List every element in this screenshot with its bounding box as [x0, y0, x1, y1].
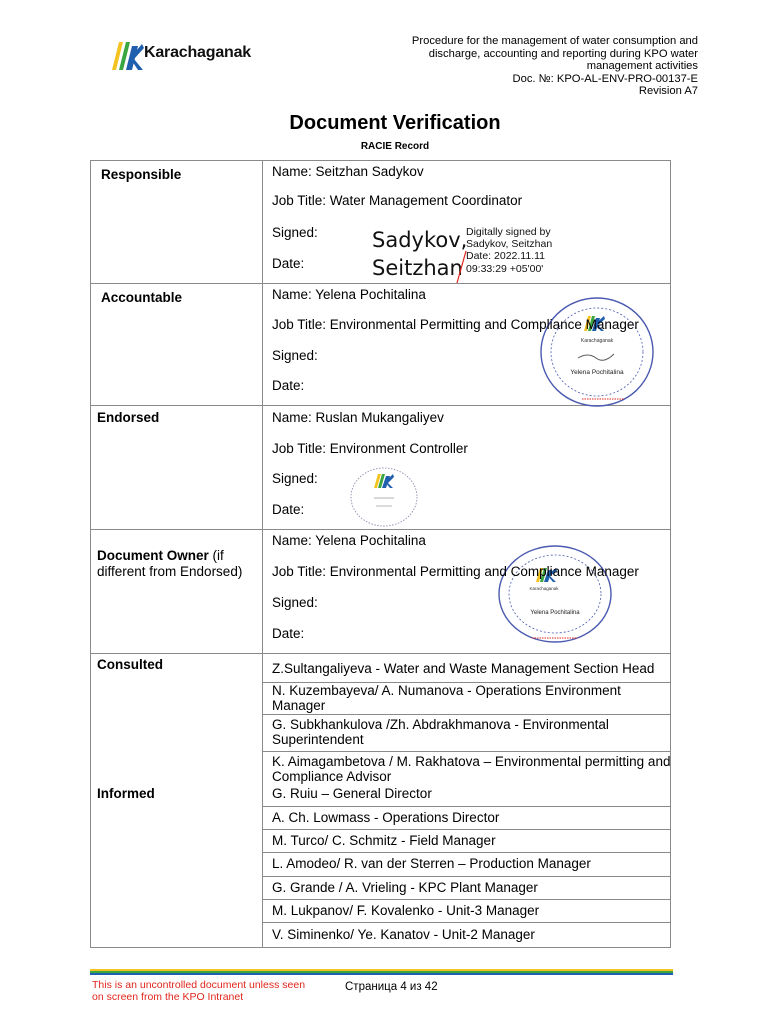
accountable-date-label: Date:	[272, 378, 305, 393]
cell-separator	[262, 714, 671, 715]
page-subtitle: RACIE Record	[360, 141, 430, 152]
doc-title-line: discharge, accounting and reporting during KPO water	[428, 47, 698, 60]
consulted-entry: K. Aimagambetova / M. Rakhatova – Environmental permitting and Compliance Advisor	[272, 754, 671, 784]
signature-line: Seitzhan	[372, 256, 463, 280]
consulted-entry: G. Subkhankulova /Zh. Abdrakhmanova - Environmental Superintendent	[272, 717, 609, 747]
company-logo	[110, 40, 260, 72]
digital-signature	[372, 226, 467, 282]
round-seal-stamp	[348, 466, 420, 528]
uncontrolled-document-notice: This is an uncontrolled document unless seen on screen from the KPO Intranet	[92, 979, 306, 1003]
accountable-job-title: Job Title: Environmental Permitting and Compliance Manager	[272, 317, 639, 332]
company-name: Karachaganak	[144, 44, 251, 61]
owner-job-title: Job Title: Environmental Permitting and Compliance Manager	[272, 564, 639, 579]
cell-separator	[262, 829, 671, 830]
accountable-name: Name: Yelena Pochitalina	[272, 287, 426, 302]
cell-separator	[262, 806, 671, 807]
round-seal-stamp	[496, 544, 614, 646]
page-number: Страница 4 из 42	[345, 981, 438, 993]
round-seal-stamp	[538, 296, 656, 410]
signature-details: Digitally signed by Sadykov, Seitzhan Date: 2022.11.11 09:33:29 +05'00'	[466, 226, 553, 275]
doc-revision: Revision A7	[638, 85, 698, 98]
responsible-date-label: Date:	[272, 256, 305, 271]
consulted-entry: Z.Sultangaliyeva - Water and Waste Management Section Head	[272, 661, 655, 676]
row-separator	[90, 529, 671, 530]
table-border-top	[90, 160, 671, 161]
cell-separator	[262, 899, 671, 900]
table-border-left	[90, 160, 91, 948]
responsible-job-title: Job Title: Water Management Coordinator	[272, 193, 523, 208]
row-separator	[90, 283, 671, 284]
cell-separator	[262, 876, 671, 877]
endorsed-signed-label: Signed:	[272, 471, 318, 486]
informed-entry: G. Grande / A. Vrieling - KPC Plant Manager	[272, 880, 538, 895]
signature-line: Sadykov,	[372, 228, 468, 252]
role-accountable: Accountable	[101, 290, 183, 305]
role-document-owner: Document Owner (if different from Endorsed)	[97, 548, 243, 579]
karachaganak-k-icon	[110, 40, 144, 72]
informed-entry: V. Siminenko/ Ye. Kanatov - Unit-2 Manager	[272, 927, 535, 942]
consulted-entry: N. Kuzembayeva/ A. Numanova - Operations Environment Manager	[272, 683, 621, 713]
document-header	[368, 35, 698, 98]
endorsed-date-label: Date:	[272, 502, 305, 517]
informed-entry: G. Ruiu – General Director	[272, 786, 432, 801]
role-consulted: Consulted	[97, 657, 163, 672]
doc-title-line: management activities	[586, 60, 698, 73]
doc-number: Doc. №: KPO-AL-ENV-PRO-00137-E	[512, 72, 698, 85]
accountable-signed-label: Signed:	[272, 348, 318, 363]
owner-signed-label: Signed:	[272, 595, 318, 610]
cell-separator	[262, 922, 671, 923]
owner-name: Name: Yelena Pochitalina	[272, 533, 426, 548]
informed-entry: M. Lukpanov/ F. Kovalenko - Unit-3 Manager	[272, 903, 540, 918]
endorsed-job-title: Job Title: Environment Controller	[272, 441, 468, 456]
stamp-signer-name: Yelena Pochitalina	[530, 610, 580, 616]
footer-color-bar	[90, 969, 673, 975]
role-informed: Informed	[97, 786, 155, 801]
doc-title-line: Procedure for the management of water consumption and	[411, 35, 698, 47]
cell-separator	[262, 852, 671, 853]
responsible-name: Name: Seitzhan Sadykov	[272, 164, 424, 179]
stamp-company: Karachaganak	[529, 586, 559, 591]
stamp-signer-name: Yelena Pochitalina	[570, 369, 624, 376]
role-responsible: Responsible	[101, 167, 182, 182]
informed-entry: A. Ch. Lowmass - Operations Director	[272, 810, 500, 825]
owner-date-label: Date:	[272, 626, 305, 641]
page-title: Document Verification	[289, 112, 501, 134]
table-border-bottom	[90, 947, 671, 948]
responsible-signed-label: Signed:	[272, 225, 318, 240]
cell-separator	[262, 751, 671, 752]
row-separator	[90, 653, 671, 654]
informed-entry: M. Turco/ C. Schmitz - Field Manager	[272, 833, 496, 848]
endorsed-name: Name: Ruslan Mukangaliyev	[272, 410, 444, 425]
role-endorsed: Endorsed	[97, 410, 160, 425]
stamp-company: Karachaganak	[580, 338, 614, 344]
informed-entry: L. Amodeo/ R. van der Sterren – Production Manager	[272, 856, 591, 871]
